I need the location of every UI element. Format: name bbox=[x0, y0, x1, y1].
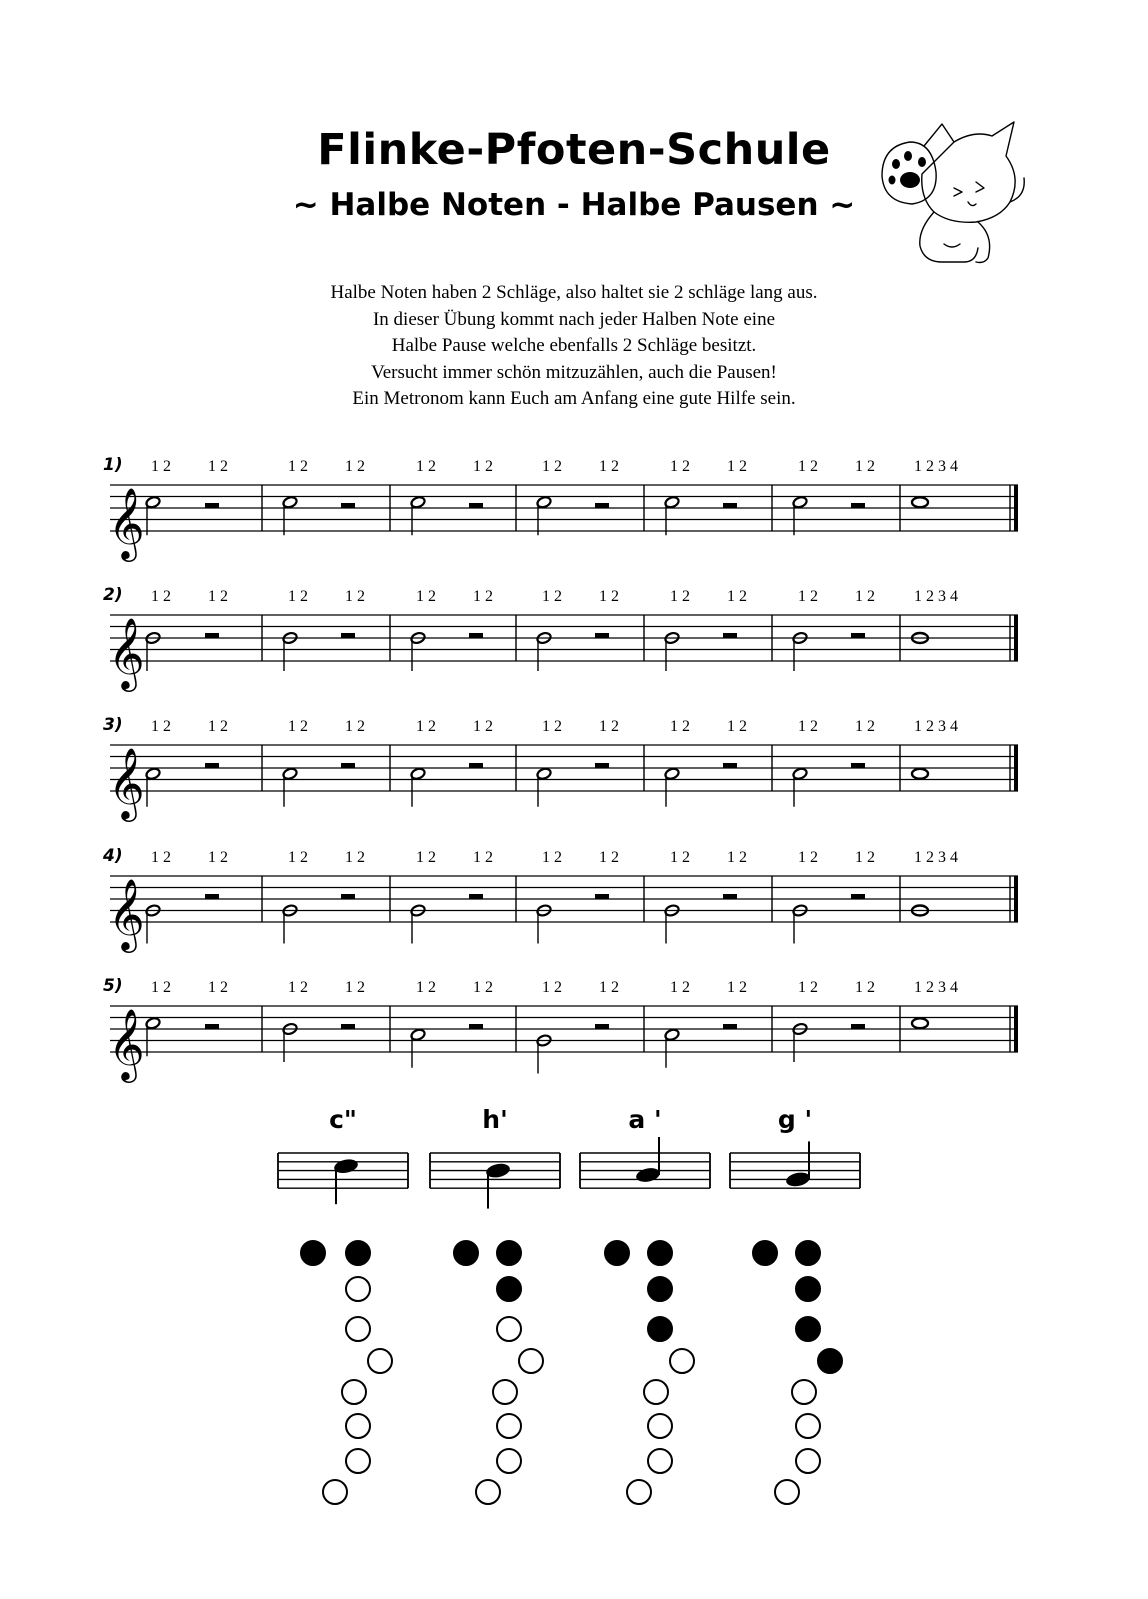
thumb-hole bbox=[301, 1241, 325, 1265]
thumb-hole bbox=[796, 1241, 820, 1265]
exercise-label: 5) bbox=[103, 976, 123, 996]
finger-hole bbox=[796, 1449, 820, 1473]
exercise-label: 2) bbox=[103, 585, 123, 605]
half-rest bbox=[469, 503, 483, 508]
finger-hole bbox=[476, 1480, 500, 1504]
beat-count: 1 2 bbox=[345, 718, 365, 735]
thumb-hole bbox=[605, 1241, 629, 1265]
music-staff bbox=[103, 976, 1018, 1083]
beat-count-whole: 1 2 3 4 bbox=[914, 979, 958, 996]
final-barline-thick bbox=[1014, 745, 1018, 791]
half-rest bbox=[723, 894, 737, 899]
beat-count: 1 2 bbox=[208, 718, 228, 735]
half-rest bbox=[723, 633, 737, 638]
beat-count: 1 2 bbox=[208, 458, 228, 475]
thumb-hole bbox=[497, 1241, 521, 1265]
exercise-label: 4) bbox=[103, 846, 123, 866]
half-rest bbox=[595, 633, 609, 638]
beat-count: 1 2 bbox=[151, 718, 171, 735]
half-rest bbox=[851, 633, 865, 638]
beat-count: 1 2 bbox=[542, 458, 562, 475]
half-rest bbox=[595, 503, 609, 508]
half-rest bbox=[341, 633, 355, 638]
finger-hole bbox=[346, 1277, 370, 1301]
half-rest bbox=[469, 894, 483, 899]
treble-clef-icon: 𝄞 bbox=[108, 486, 145, 559]
half-rest bbox=[469, 1024, 483, 1029]
thumb-hole bbox=[346, 1241, 370, 1265]
beat-count: 1 2 bbox=[670, 979, 690, 996]
half-rest bbox=[851, 503, 865, 508]
beat-count: 1 2 bbox=[599, 718, 619, 735]
half-rest bbox=[205, 633, 219, 638]
beat-count: 1 2 bbox=[542, 979, 562, 996]
half-rest bbox=[851, 1024, 865, 1029]
beat-count: 1 2 bbox=[670, 849, 690, 866]
beat-count: 1 2 bbox=[670, 718, 690, 735]
half-rest bbox=[205, 894, 219, 899]
beat-count: 1 2 bbox=[473, 588, 493, 605]
finger-hole bbox=[323, 1480, 347, 1504]
finger-hole bbox=[792, 1380, 816, 1404]
note-name: c" bbox=[329, 1105, 357, 1134]
beat-count: 1 2 bbox=[727, 849, 747, 866]
exercise-label: 3) bbox=[103, 715, 123, 735]
half-rest bbox=[595, 894, 609, 899]
note-name: g ' bbox=[777, 1105, 813, 1134]
beat-count: 1 2 bbox=[542, 849, 562, 866]
page-subtitle: ~ Halbe Noten - Halbe Pausen ~ bbox=[292, 187, 856, 223]
finger-hole bbox=[342, 1380, 366, 1404]
half-rest bbox=[723, 1024, 737, 1029]
beat-count: 1 2 bbox=[416, 979, 436, 996]
finger-hole bbox=[497, 1317, 521, 1341]
treble-clef-icon: 𝄞 bbox=[108, 616, 145, 689]
beat-count: 1 2 bbox=[599, 588, 619, 605]
finger-hole bbox=[493, 1380, 517, 1404]
half-rest bbox=[205, 763, 219, 768]
beat-count: 1 2 bbox=[855, 458, 875, 475]
beat-count: 1 2 bbox=[151, 979, 171, 996]
beat-count: 1 2 bbox=[798, 718, 818, 735]
intro-line: Versucht immer schön mitzuzählen, auch die Pausen! bbox=[371, 361, 777, 383]
beat-count: 1 2 bbox=[855, 979, 875, 996]
exercise-label: 1) bbox=[103, 455, 123, 475]
finger-hole bbox=[519, 1349, 543, 1373]
beat-count: 1 2 bbox=[288, 458, 308, 475]
beat-count-whole: 1 2 3 4 bbox=[914, 458, 958, 475]
beat-count: 1 2 bbox=[727, 979, 747, 996]
beat-count: 1 2 bbox=[473, 458, 493, 475]
intro-line: In dieser Übung kommt nach jeder Halben Note eine bbox=[372, 308, 776, 330]
beat-count: 1 2 bbox=[345, 458, 365, 475]
whole-note bbox=[912, 1018, 928, 1028]
half-rest bbox=[341, 503, 355, 508]
finger-hole bbox=[775, 1480, 799, 1504]
beat-count: 1 2 bbox=[473, 718, 493, 735]
beat-count: 1 2 bbox=[288, 979, 308, 996]
beat-count: 1 2 bbox=[855, 849, 875, 866]
music-staff bbox=[103, 455, 1018, 562]
beat-count: 1 2 bbox=[798, 588, 818, 605]
finger-hole bbox=[346, 1449, 370, 1473]
intro-line: Halbe Pause welche ebenfalls 2 Schläge besitzt. bbox=[391, 335, 757, 356]
music-staff bbox=[103, 715, 1018, 822]
page-title: Flinke-Pfoten-Schule bbox=[317, 125, 831, 175]
treble-clef-icon: 𝄞 bbox=[108, 746, 145, 819]
beat-count: 1 2 bbox=[208, 979, 228, 996]
beat-count: 1 2 bbox=[288, 718, 308, 735]
beat-count-whole: 1 2 3 4 bbox=[914, 718, 958, 735]
music-staff bbox=[102, 846, 1018, 953]
beat-count: 1 2 bbox=[798, 458, 818, 475]
beat-count: 1 2 bbox=[345, 979, 365, 996]
half-rest bbox=[205, 503, 219, 508]
half-rest bbox=[341, 763, 355, 768]
half-rest bbox=[341, 894, 355, 899]
thumb-hole bbox=[454, 1241, 478, 1265]
final-barline-thick bbox=[1014, 876, 1018, 922]
half-rest bbox=[469, 633, 483, 638]
beat-count: 1 2 bbox=[727, 718, 747, 735]
beat-count: 1 2 bbox=[727, 588, 747, 605]
beat-count: 1 2 bbox=[670, 458, 690, 475]
finger-hole bbox=[368, 1349, 392, 1373]
beat-count: 1 2 bbox=[151, 588, 171, 605]
beat-count: 1 2 bbox=[670, 588, 690, 605]
beat-count: 1 2 bbox=[416, 849, 436, 866]
finger-hole bbox=[670, 1349, 694, 1373]
finger-hole bbox=[644, 1380, 668, 1404]
finger-hole bbox=[497, 1277, 521, 1301]
fingering-column bbox=[730, 1105, 860, 1504]
intro-line: Halbe Noten haben 2 Schläge, also haltet sie 2 schläge lang aus. bbox=[330, 282, 818, 303]
half-rest bbox=[595, 763, 609, 768]
beat-count: 1 2 bbox=[288, 588, 308, 605]
final-barline-thick bbox=[1014, 1006, 1018, 1052]
finger-hole bbox=[796, 1277, 820, 1301]
note-name: h' bbox=[482, 1105, 508, 1134]
finger-hole bbox=[648, 1317, 672, 1341]
beat-count: 1 2 bbox=[855, 718, 875, 735]
treble-clef-icon: 𝄞 bbox=[108, 877, 145, 950]
music-staff bbox=[103, 585, 1018, 692]
half-rest bbox=[205, 1024, 219, 1029]
beat-count: 1 2 bbox=[855, 588, 875, 605]
beat-count: 1 2 bbox=[208, 588, 228, 605]
beat-count: 1 2 bbox=[288, 849, 308, 866]
quarter-note bbox=[635, 1166, 661, 1184]
half-rest bbox=[851, 894, 865, 899]
finger-hole bbox=[346, 1414, 370, 1438]
beat-count: 1 2 bbox=[599, 849, 619, 866]
beat-count: 1 2 bbox=[416, 588, 436, 605]
beat-count: 1 2 bbox=[473, 849, 493, 866]
fingering-column bbox=[278, 1105, 408, 1504]
beat-count: 1 2 bbox=[345, 849, 365, 866]
half-rest bbox=[469, 763, 483, 768]
half-rest bbox=[723, 763, 737, 768]
half-rest bbox=[723, 503, 737, 508]
beat-count: 1 2 bbox=[151, 849, 171, 866]
beat-count: 1 2 bbox=[416, 458, 436, 475]
half-rest bbox=[341, 1024, 355, 1029]
finger-hole bbox=[648, 1277, 672, 1301]
thumb-hole bbox=[648, 1241, 672, 1265]
beat-count: 1 2 bbox=[727, 458, 747, 475]
finger-hole bbox=[796, 1414, 820, 1438]
whole-note bbox=[912, 769, 928, 779]
finger-hole bbox=[818, 1349, 842, 1373]
finger-hole bbox=[497, 1414, 521, 1438]
final-barline-thick bbox=[1014, 615, 1018, 661]
beat-count: 1 2 bbox=[542, 718, 562, 735]
beat-count: 1 2 bbox=[208, 849, 228, 866]
finger-hole bbox=[627, 1480, 651, 1504]
quarter-note bbox=[785, 1171, 811, 1189]
beat-count: 1 2 bbox=[798, 979, 818, 996]
whole-note bbox=[912, 497, 928, 507]
half-rest bbox=[595, 1024, 609, 1029]
beat-count: 1 2 bbox=[599, 979, 619, 996]
beat-count: 1 2 bbox=[599, 458, 619, 475]
treble-clef-icon: 𝄞 bbox=[108, 1007, 145, 1080]
finger-hole bbox=[648, 1449, 672, 1473]
finger-hole bbox=[648, 1414, 672, 1438]
beat-count-whole: 1 2 3 4 bbox=[914, 588, 958, 605]
finger-hole bbox=[346, 1317, 370, 1341]
half-rest bbox=[851, 763, 865, 768]
fingering-column bbox=[580, 1105, 710, 1504]
note-name: a ' bbox=[628, 1105, 662, 1134]
beat-count-whole: 1 2 3 4 bbox=[914, 849, 958, 866]
thumb-hole bbox=[753, 1241, 777, 1265]
finger-hole bbox=[796, 1317, 820, 1341]
beat-count: 1 2 bbox=[473, 979, 493, 996]
beat-count: 1 2 bbox=[151, 458, 171, 475]
final-barline-thick bbox=[1014, 485, 1018, 531]
beat-count: 1 2 bbox=[416, 718, 436, 735]
beat-count: 1 2 bbox=[542, 588, 562, 605]
beat-count: 1 2 bbox=[798, 849, 818, 866]
beat-count: 1 2 bbox=[345, 588, 365, 605]
fingering-column bbox=[430, 1105, 560, 1504]
finger-hole bbox=[497, 1449, 521, 1473]
intro-line: Ein Metronom kann Euch am Anfang eine gute Hilfe sein. bbox=[352, 388, 796, 409]
